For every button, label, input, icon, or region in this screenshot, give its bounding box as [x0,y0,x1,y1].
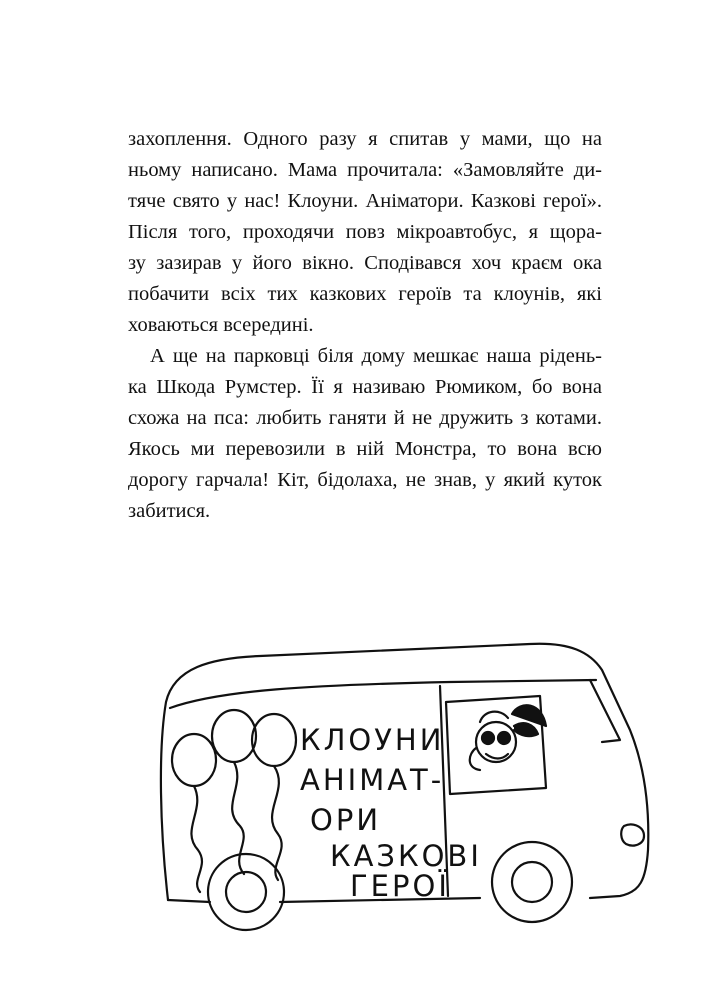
text-line: ка Шкода Румстер. Її я називаю Рюмиком, бо вона [128,376,602,398]
text-line: захоплення. Одного разу я спитав у мами, що на [128,128,602,150]
text-line: Якось ми перевозили в ній Монстра, то вона всю [128,438,602,460]
van-lettering-line: КЛОУНИ [300,723,445,757]
text-line: А ще на парковці біля дому мешкає наша рідень- [150,345,602,367]
balloon-1 [172,734,216,786]
balloon-2 [212,710,256,762]
balloon-string-2 [232,762,244,874]
text-line: побачити всіх тих казкових героїв та клоунів, які [128,283,602,305]
balloon-string-1 [191,786,202,892]
text-line: тяче свято у нас! Клоуни. Аніматори. Казкові герої». [128,190,602,212]
van-lettering-line: КАЗКОВІ [330,839,482,873]
van-lettering [300,723,482,903]
paragraph-1 [128,124,602,341]
rear-wheel-inner [226,872,266,912]
van-lettering-line: ГЕРОЇ [350,869,450,903]
van-lettering-line: АНІМАТ- [300,763,445,797]
clown-face [476,722,516,762]
van-roof-line [170,680,596,708]
front-wheel-inner [512,862,552,902]
text-line: схожа на пса: любить ганяти й не дружить з котами. [128,407,602,429]
van-windshield [590,680,620,742]
text-line: ховаються всередині. [128,314,314,336]
balloon-3 [252,714,296,766]
text-line: Після того, проходячи повз мікроавтобус, я щора- [128,221,602,243]
van-illustration [150,630,660,970]
text-line: дорогу гарчала! Кіт, бідолаха, не знав, у який куток [128,469,602,491]
text-line: ньому написано. Мама прочитала: «Замовляйте ди- [128,159,602,181]
van-bottom [168,900,210,902]
text-line: зу зазирав у його вікно. Сподівався хоч краєм ока [128,252,602,274]
van-lettering-line: ОРИ [310,803,382,837]
text-line: забитися. [128,500,211,522]
headlight [621,824,644,845]
body-text [128,124,602,527]
balloon-string-3 [272,766,282,880]
paragraph-2 [128,341,602,527]
